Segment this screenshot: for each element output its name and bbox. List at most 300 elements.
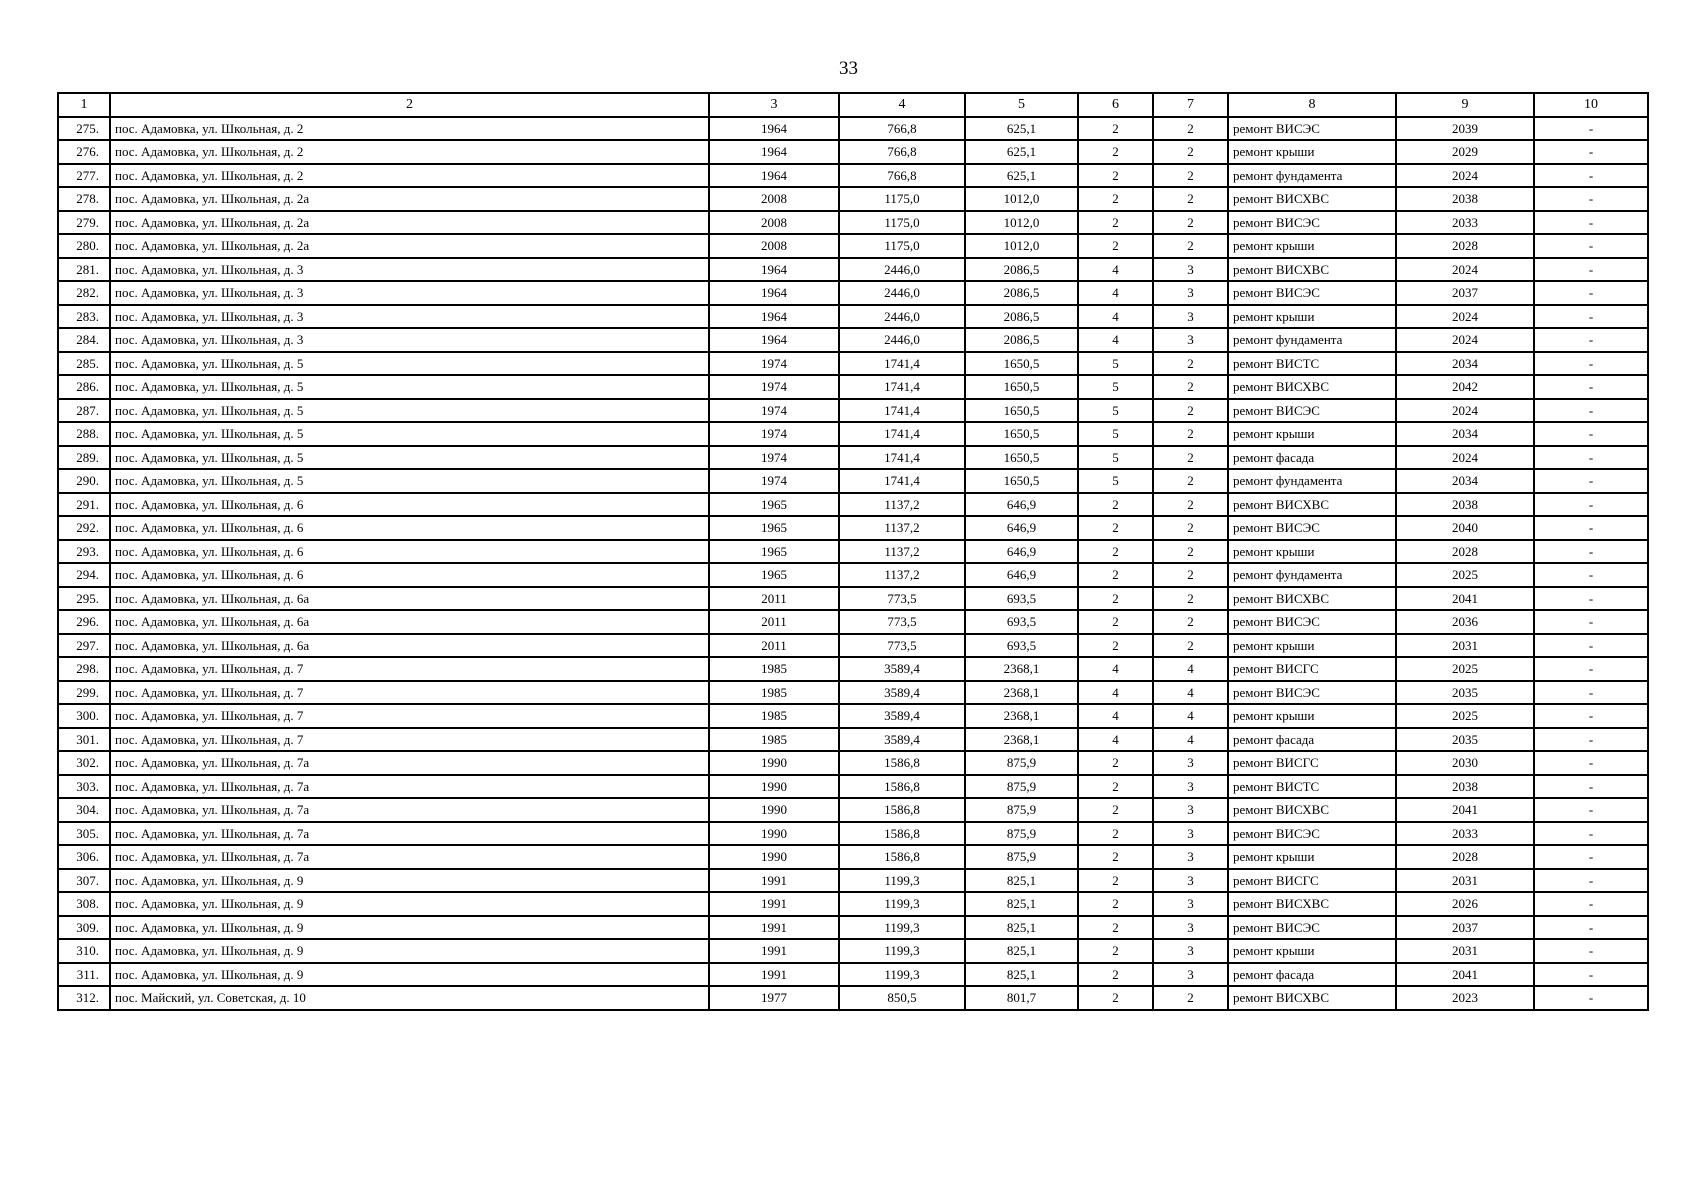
living-area-cell: 825,1 [965, 869, 1078, 893]
year-built-cell: 1990 [709, 845, 839, 869]
year-built-cell: 1990 [709, 822, 839, 846]
address-cell: пос. Адамовка, ул. Школьная, д. 7 [110, 728, 709, 752]
total-area-cell: 2446,0 [839, 328, 965, 352]
living-area-cell: 646,9 [965, 563, 1078, 587]
year-built-cell: 1964 [709, 258, 839, 282]
floors-cell: 2 [1078, 563, 1153, 587]
year-built-cell: 1985 [709, 728, 839, 752]
address-cell: пос. Адамовка, ул. Школьная, д. 2 [110, 164, 709, 188]
total-area-cell: 850,5 [839, 986, 965, 1010]
work-type-cell: ремонт ВИСТС [1228, 775, 1396, 799]
floors-cell: 2 [1078, 634, 1153, 658]
entrances-cell: 2 [1153, 399, 1228, 423]
row-number: 312. [58, 986, 110, 1010]
floors-cell: 5 [1078, 422, 1153, 446]
note-cell: - [1534, 986, 1648, 1010]
total-area-cell: 3589,4 [839, 681, 965, 705]
entrances-cell: 2 [1153, 469, 1228, 493]
total-area-cell: 1137,2 [839, 563, 965, 587]
living-area-cell: 1012,0 [965, 211, 1078, 235]
table-row [58, 352, 1648, 376]
living-area-cell: 2368,1 [965, 704, 1078, 728]
address-cell: пос. Адамовка, ул. Школьная, д. 5 [110, 375, 709, 399]
note-cell: - [1534, 704, 1648, 728]
year-built-cell: 1964 [709, 305, 839, 329]
year-built-cell: 1965 [709, 540, 839, 564]
row-number: 279. [58, 211, 110, 235]
total-area-cell: 1137,2 [839, 540, 965, 564]
entrances-cell: 3 [1153, 328, 1228, 352]
address-cell: пос. Адамовка, ул. Школьная, д. 9 [110, 916, 709, 940]
planned-year-cell: 2031 [1396, 939, 1534, 963]
address-cell: пос. Адамовка, ул. Школьная, д. 5 [110, 352, 709, 376]
work-type-cell: ремонт крыши [1228, 234, 1396, 258]
year-built-cell: 1991 [709, 892, 839, 916]
row-number: 291. [58, 493, 110, 517]
table-row [58, 211, 1648, 235]
address-cell: пос. Адамовка, ул. Школьная, д. 7а [110, 822, 709, 846]
work-type-cell: ремонт ВИСЭС [1228, 281, 1396, 305]
floors-cell: 4 [1078, 258, 1153, 282]
work-type-cell: ремонт ВИСХВС [1228, 493, 1396, 517]
address-cell: пос. Адамовка, ул. Школьная, д. 6а [110, 634, 709, 658]
total-area-cell: 1175,0 [839, 211, 965, 235]
row-number: 299. [58, 681, 110, 705]
work-type-cell: ремонт ВИСЭС [1228, 516, 1396, 540]
note-cell: - [1534, 563, 1648, 587]
living-area-cell: 693,5 [965, 587, 1078, 611]
planned-year-cell: 2041 [1396, 963, 1534, 987]
note-cell: - [1534, 845, 1648, 869]
work-type-cell: ремонт ВИСЭС [1228, 610, 1396, 634]
total-area-cell: 2446,0 [839, 281, 965, 305]
table-row [58, 963, 1648, 987]
address-cell: пос. Адамовка, ул. Школьная, д. 9 [110, 869, 709, 893]
year-built-cell: 1974 [709, 352, 839, 376]
floors-cell: 2 [1078, 892, 1153, 916]
table-row [58, 540, 1648, 564]
address-cell: пос. Адамовка, ул. Школьная, д. 6 [110, 516, 709, 540]
note-cell: - [1534, 751, 1648, 775]
total-area-cell: 1741,4 [839, 422, 965, 446]
work-type-cell: ремонт фундамента [1228, 469, 1396, 493]
planned-year-cell: 2040 [1396, 516, 1534, 540]
row-number: 281. [58, 258, 110, 282]
work-type-cell: ремонт фундамента [1228, 563, 1396, 587]
year-built-cell: 1991 [709, 916, 839, 940]
address-cell: пос. Адамовка, ул. Школьная, д. 6 [110, 540, 709, 564]
entrances-cell: 3 [1153, 751, 1228, 775]
floors-cell: 2 [1078, 916, 1153, 940]
planned-year-cell: 2035 [1396, 728, 1534, 752]
planned-year-cell: 2038 [1396, 775, 1534, 799]
living-area-cell: 2368,1 [965, 681, 1078, 705]
table-row [58, 375, 1648, 399]
table-row [58, 422, 1648, 446]
planned-year-cell: 2038 [1396, 187, 1534, 211]
floors-cell: 2 [1078, 939, 1153, 963]
note-cell: - [1534, 117, 1648, 141]
entrances-cell: 2 [1153, 516, 1228, 540]
entrances-cell: 3 [1153, 822, 1228, 846]
total-area-cell: 773,5 [839, 610, 965, 634]
planned-year-cell: 2028 [1396, 845, 1534, 869]
row-number: 300. [58, 704, 110, 728]
work-type-cell: ремонт ВИСЭС [1228, 117, 1396, 141]
total-area-cell: 1199,3 [839, 892, 965, 916]
planned-year-cell: 2034 [1396, 422, 1534, 446]
row-number: 275. [58, 117, 110, 141]
entrances-cell: 2 [1153, 140, 1228, 164]
living-area-cell: 625,1 [965, 140, 1078, 164]
work-type-cell: ремонт крыши [1228, 704, 1396, 728]
table-row [58, 657, 1648, 681]
year-built-cell: 1974 [709, 446, 839, 470]
total-area-cell: 1586,8 [839, 775, 965, 799]
floors-cell: 2 [1078, 211, 1153, 235]
note-cell: - [1534, 164, 1648, 188]
floors-cell: 2 [1078, 751, 1153, 775]
entrances-cell: 2 [1153, 422, 1228, 446]
table-row [58, 939, 1648, 963]
work-type-cell: ремонт крыши [1228, 140, 1396, 164]
table-row [58, 845, 1648, 869]
note-cell: - [1534, 869, 1648, 893]
work-type-cell: ремонт фундамента [1228, 164, 1396, 188]
work-type-cell: ремонт ВИСЭС [1228, 211, 1396, 235]
address-cell: пос. Адамовка, ул. Школьная, д. 2 [110, 117, 709, 141]
row-number: 278. [58, 187, 110, 211]
year-built-cell: 1964 [709, 328, 839, 352]
planned-year-cell: 2028 [1396, 234, 1534, 258]
table-row [58, 798, 1648, 822]
planned-year-cell: 2024 [1396, 164, 1534, 188]
living-area-cell: 693,5 [965, 634, 1078, 658]
living-area-cell: 625,1 [965, 117, 1078, 141]
note-cell: - [1534, 422, 1648, 446]
address-cell: пос. Адамовка, ул. Школьная, д. 6 [110, 563, 709, 587]
column-header: 6 [1078, 93, 1153, 117]
year-built-cell: 1965 [709, 493, 839, 517]
table-body [58, 117, 1648, 1010]
address-cell: пос. Адамовка, ул. Школьная, д. 7а [110, 751, 709, 775]
table-row [58, 399, 1648, 423]
planned-year-cell: 2041 [1396, 798, 1534, 822]
table-row [58, 587, 1648, 611]
year-built-cell: 1964 [709, 281, 839, 305]
note-cell: - [1534, 916, 1648, 940]
work-type-cell: ремонт фасада [1228, 728, 1396, 752]
planned-year-cell: 2037 [1396, 281, 1534, 305]
entrances-cell: 2 [1153, 493, 1228, 517]
address-cell: пос. Адамовка, ул. Школьная, д. 2а [110, 187, 709, 211]
work-type-cell: ремонт ВИСГС [1228, 751, 1396, 775]
address-cell: пос. Адамовка, ул. Школьная, д. 6а [110, 610, 709, 634]
note-cell: - [1534, 305, 1648, 329]
planned-year-cell: 2042 [1396, 375, 1534, 399]
entrances-cell: 2 [1153, 187, 1228, 211]
planned-year-cell: 2025 [1396, 657, 1534, 681]
floors-cell: 2 [1078, 164, 1153, 188]
column-header: 3 [709, 93, 839, 117]
address-cell: пос. Адамовка, ул. Школьная, д. 3 [110, 305, 709, 329]
planned-year-cell: 2028 [1396, 540, 1534, 564]
living-area-cell: 825,1 [965, 892, 1078, 916]
total-area-cell: 1586,8 [839, 822, 965, 846]
row-number: 297. [58, 634, 110, 658]
total-area-cell: 1586,8 [839, 845, 965, 869]
entrances-cell: 2 [1153, 540, 1228, 564]
address-cell: пос. Адамовка, ул. Школьная, д. 5 [110, 469, 709, 493]
work-type-cell: ремонт ВИСЭС [1228, 916, 1396, 940]
year-built-cell: 1974 [709, 399, 839, 423]
address-cell: пос. Адамовка, ул. Школьная, д. 7 [110, 704, 709, 728]
floors-cell: 2 [1078, 845, 1153, 869]
row-number: 311. [58, 963, 110, 987]
row-number: 286. [58, 375, 110, 399]
address-cell: пос. Адамовка, ул. Школьная, д. 9 [110, 963, 709, 987]
address-cell: пос. Адамовка, ул. Школьная, д. 2а [110, 234, 709, 258]
row-number: 307. [58, 869, 110, 893]
note-cell: - [1534, 892, 1648, 916]
note-cell: - [1534, 281, 1648, 305]
floors-cell: 2 [1078, 587, 1153, 611]
year-built-cell: 1974 [709, 422, 839, 446]
year-built-cell: 1985 [709, 704, 839, 728]
year-built-cell: 1977 [709, 986, 839, 1010]
table-row [58, 446, 1648, 470]
row-number: 296. [58, 610, 110, 634]
planned-year-cell: 2039 [1396, 117, 1534, 141]
entrances-cell: 4 [1153, 681, 1228, 705]
note-cell: - [1534, 939, 1648, 963]
planned-year-cell: 2041 [1396, 587, 1534, 611]
table-row [58, 117, 1648, 141]
entrances-cell: 3 [1153, 892, 1228, 916]
row-number: 285. [58, 352, 110, 376]
table-row [58, 493, 1648, 517]
note-cell: - [1534, 328, 1648, 352]
note-cell: - [1534, 540, 1648, 564]
entrances-cell: 2 [1153, 446, 1228, 470]
row-number: 298. [58, 657, 110, 681]
address-cell: пос. Адамовка, ул. Школьная, д. 9 [110, 939, 709, 963]
total-area-cell: 1199,3 [839, 916, 965, 940]
address-cell: пос. Адамовка, ул. Школьная, д. 6 [110, 493, 709, 517]
total-area-cell: 2446,0 [839, 305, 965, 329]
floors-cell: 4 [1078, 328, 1153, 352]
work-type-cell: ремонт ВИСХВС [1228, 187, 1396, 211]
row-number: 305. [58, 822, 110, 846]
note-cell: - [1534, 234, 1648, 258]
total-area-cell: 1741,4 [839, 469, 965, 493]
row-number: 284. [58, 328, 110, 352]
floors-cell: 4 [1078, 281, 1153, 305]
total-area-cell: 1199,3 [839, 963, 965, 987]
living-area-cell: 1650,5 [965, 446, 1078, 470]
work-type-cell: ремонт фасада [1228, 963, 1396, 987]
living-area-cell: 801,7 [965, 986, 1078, 1010]
living-area-cell: 1650,5 [965, 422, 1078, 446]
work-type-cell: ремонт фундамента [1228, 328, 1396, 352]
floors-cell: 2 [1078, 493, 1153, 517]
planned-year-cell: 2033 [1396, 822, 1534, 846]
table-row [58, 775, 1648, 799]
row-number: 287. [58, 399, 110, 423]
floors-cell: 2 [1078, 798, 1153, 822]
note-cell: - [1534, 775, 1648, 799]
living-area-cell: 825,1 [965, 963, 1078, 987]
note-cell: - [1534, 610, 1648, 634]
row-number: 292. [58, 516, 110, 540]
year-built-cell: 1991 [709, 939, 839, 963]
floors-cell: 2 [1078, 610, 1153, 634]
table-row [58, 164, 1648, 188]
note-cell: - [1534, 493, 1648, 517]
year-built-cell: 1990 [709, 751, 839, 775]
year-built-cell: 1965 [709, 516, 839, 540]
entrances-cell: 2 [1153, 352, 1228, 376]
floors-cell: 5 [1078, 469, 1153, 493]
row-number: 302. [58, 751, 110, 775]
note-cell: - [1534, 469, 1648, 493]
living-area-cell: 875,9 [965, 845, 1078, 869]
note-cell: - [1534, 634, 1648, 658]
planned-year-cell: 2025 [1396, 563, 1534, 587]
row-number: 293. [58, 540, 110, 564]
total-area-cell: 766,8 [839, 117, 965, 141]
entrances-cell: 3 [1153, 869, 1228, 893]
planned-year-cell: 2024 [1396, 258, 1534, 282]
note-cell: - [1534, 728, 1648, 752]
living-area-cell: 625,1 [965, 164, 1078, 188]
floors-cell: 5 [1078, 399, 1153, 423]
floors-cell: 2 [1078, 187, 1153, 211]
floors-cell: 2 [1078, 234, 1153, 258]
living-area-cell: 2086,5 [965, 258, 1078, 282]
living-area-cell: 2368,1 [965, 657, 1078, 681]
row-number: 283. [58, 305, 110, 329]
work-type-cell: ремонт ВИСХВС [1228, 986, 1396, 1010]
year-built-cell: 1964 [709, 140, 839, 164]
year-built-cell: 1990 [709, 775, 839, 799]
work-type-cell: ремонт ВИСХВС [1228, 587, 1396, 611]
total-area-cell: 773,5 [839, 634, 965, 658]
living-area-cell: 1650,5 [965, 352, 1078, 376]
total-area-cell: 1741,4 [839, 375, 965, 399]
entrances-cell: 2 [1153, 211, 1228, 235]
total-area-cell: 3589,4 [839, 704, 965, 728]
table-row [58, 328, 1648, 352]
planned-year-cell: 2031 [1396, 634, 1534, 658]
floors-cell: 2 [1078, 117, 1153, 141]
entrances-cell: 4 [1153, 704, 1228, 728]
total-area-cell: 2446,0 [839, 258, 965, 282]
living-area-cell: 875,9 [965, 775, 1078, 799]
work-type-cell: ремонт крыши [1228, 634, 1396, 658]
table-row [58, 258, 1648, 282]
living-area-cell: 825,1 [965, 939, 1078, 963]
table-row [58, 728, 1648, 752]
entrances-cell: 3 [1153, 281, 1228, 305]
entrances-cell: 2 [1153, 610, 1228, 634]
total-area-cell: 1199,3 [839, 869, 965, 893]
table-row [58, 469, 1648, 493]
planned-year-cell: 2035 [1396, 681, 1534, 705]
address-cell: пос. Адамовка, ул. Школьная, д. 7а [110, 775, 709, 799]
planned-year-cell: 2026 [1396, 892, 1534, 916]
year-built-cell: 1974 [709, 469, 839, 493]
table-row [58, 516, 1648, 540]
table-row [58, 563, 1648, 587]
row-number: 282. [58, 281, 110, 305]
header-row [58, 93, 1648, 117]
address-cell: пос. Адамовка, ул. Школьная, д. 2а [110, 211, 709, 235]
entrances-cell: 4 [1153, 728, 1228, 752]
total-area-cell: 766,8 [839, 164, 965, 188]
year-built-cell: 1964 [709, 164, 839, 188]
work-type-cell: ремонт крыши [1228, 939, 1396, 963]
entrances-cell: 2 [1153, 587, 1228, 611]
total-area-cell: 1586,8 [839, 751, 965, 775]
living-area-cell: 646,9 [965, 493, 1078, 517]
planned-year-cell: 2038 [1396, 493, 1534, 517]
table-row [58, 140, 1648, 164]
year-built-cell: 1991 [709, 869, 839, 893]
floors-cell: 2 [1078, 516, 1153, 540]
work-type-cell: ремонт ВИСХВС [1228, 258, 1396, 282]
note-cell: - [1534, 352, 1648, 376]
planned-year-cell: 2037 [1396, 916, 1534, 940]
row-number: 288. [58, 422, 110, 446]
column-header: 7 [1153, 93, 1228, 117]
total-area-cell: 1741,4 [839, 446, 965, 470]
entrances-cell: 2 [1153, 117, 1228, 141]
note-cell: - [1534, 516, 1648, 540]
table-row [58, 822, 1648, 846]
entrances-cell: 2 [1153, 234, 1228, 258]
planned-year-cell: 2023 [1396, 986, 1534, 1010]
total-area-cell: 1137,2 [839, 493, 965, 517]
table-row [58, 634, 1648, 658]
planned-year-cell: 2024 [1396, 305, 1534, 329]
work-type-cell: ремонт ВИСЭС [1228, 399, 1396, 423]
floors-cell: 2 [1078, 986, 1153, 1010]
living-area-cell: 646,9 [965, 540, 1078, 564]
living-area-cell: 1012,0 [965, 187, 1078, 211]
table-row [58, 681, 1648, 705]
row-number: 306. [58, 845, 110, 869]
address-cell: пос. Адамовка, ул. Школьная, д. 9 [110, 892, 709, 916]
work-type-cell: ремонт крыши [1228, 422, 1396, 446]
total-area-cell: 1199,3 [839, 939, 965, 963]
work-type-cell: ремонт крыши [1228, 540, 1396, 564]
note-cell: - [1534, 187, 1648, 211]
living-area-cell: 2086,5 [965, 328, 1078, 352]
entrances-cell: 2 [1153, 164, 1228, 188]
total-area-cell: 3589,4 [839, 728, 965, 752]
living-area-cell: 693,5 [965, 610, 1078, 634]
work-type-cell: ремонт ВИСГС [1228, 657, 1396, 681]
entrances-cell: 2 [1153, 375, 1228, 399]
entrances-cell: 2 [1153, 986, 1228, 1010]
table-row [58, 234, 1648, 258]
note-cell: - [1534, 798, 1648, 822]
row-number: 301. [58, 728, 110, 752]
floors-cell: 2 [1078, 963, 1153, 987]
floors-cell: 5 [1078, 375, 1153, 399]
table-row [58, 916, 1648, 940]
